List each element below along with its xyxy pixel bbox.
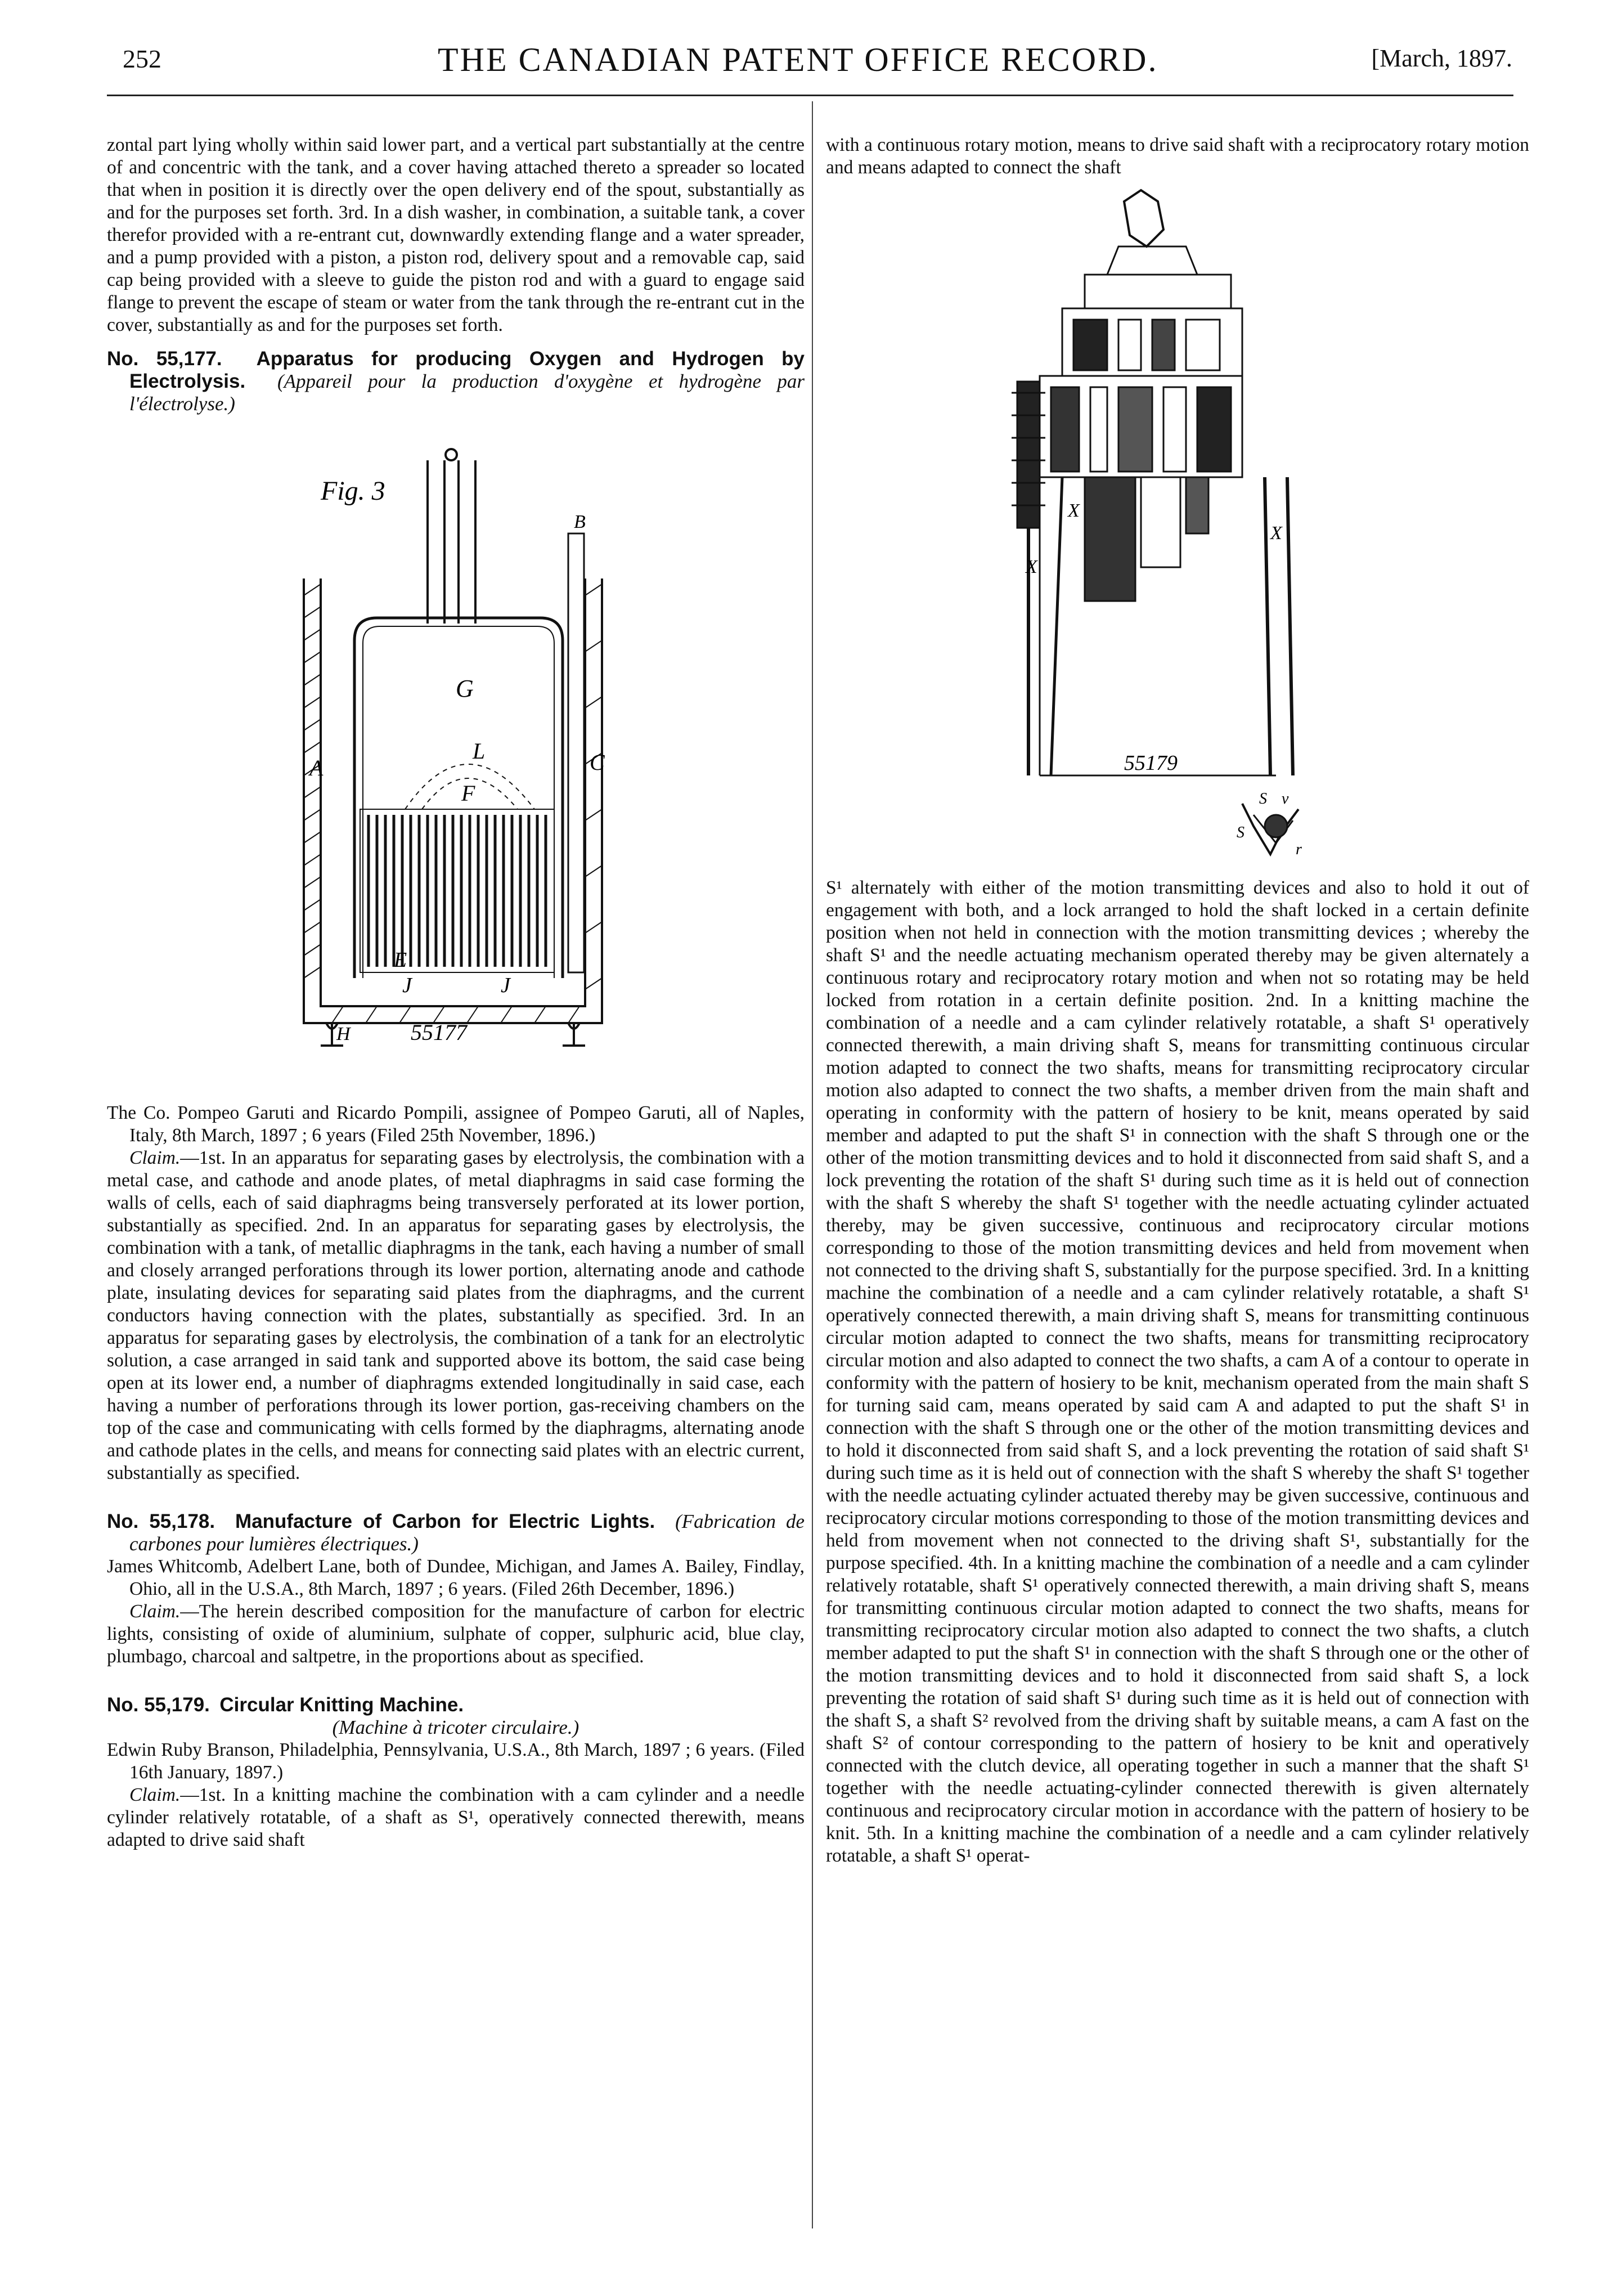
patent-title: Apparatus for producing Oxygen and Hydrogen by Electrolysis.: [129, 348, 805, 392]
letter-v: v: [1282, 790, 1289, 808]
figure-number: 55179: [1124, 751, 1178, 775]
letter-c: C: [590, 750, 605, 775]
patent-french-title: (Fabrication de carbones pour lumières électriques.): [129, 1510, 805, 1555]
letter-x-1: X: [1026, 557, 1037, 577]
patent-title: Manufacture of Carbon for Electric Lights.: [235, 1510, 655, 1532]
patent-heading-55178: [107, 1510, 805, 1555]
letter-s-1: S: [1259, 790, 1267, 808]
claim-text: —1st. In a knitting machine the combination with a cam cylinder and a needle cylinder relatively rotatable, of a shaft as S¹, operatively connected therewith, means adapted to drive said shaft: [107, 1784, 805, 1850]
letter-s-2: S: [1237, 824, 1244, 841]
right-body-text: S¹ alternately with either of the motion transmitting devices and also to hold it out of engagement with both, and a lock arranged to hold the shaft locked in a certain definite position when not held in connection with the motion transmitting devices ; whereby the shaft S¹ and the needle actuating mechanism operated thereby may be given alternately a continuous rotary and reciprocatory rotary motion and when not so rotating may be held locked from rotation in a certain definite position. 2nd. In a knitting machine the combination of a needle and a cam cylinder relatively rotatable, a shaft S¹ operatively connected therewith, a main driving shaft S, means for transmitting continuous circular motion adapted to connect the two shafts, means for transmitting reciprocatory circular motion also adapted to connect the two shafts, a member driven from the main shaft and operating in conformity with the pattern of hosiery to be knit, means operated by said member and adapted to put the shaft S¹ in connection with the shaft S through one or the other of the motion transmitting devices and to hold it disconnected from said shaft S, and a lock preventing the rotation of the shaft S¹ during such time as it is held out of connection with the shaft S whereby the shaft S¹ together with the needle actuating cylinder actuated thereby, may be given successive, continuous and reciprocatory circular motions corresponding to those of the motion transmitting devices and held from movement when not connected to the driving shaft S, substantially for the purpose specified. 3rd. In a knitting machine the combination of a needle and a cam cylinder relatively rotatable, a shaft S¹ operatively connected therewith, a main driving shaft S, means for transmitting continuous circular motion adapted to connect the two shafts, means for transmitting reciprocatory circular motion and also adapted to connect the two shafts, a cam A of a contour to operate in conformity with the pattern of hosiery to be knit, mechanism operated from the main shaft S for turning said cam, means operated by said cam A and adapted to put the shaft S¹ in connection with the shaft S through one or the other of the motion transmitting devices and to hold it disconnected from said shaft S, and a lock preventing the rotation of said shaft S¹ during such time as it is held out of connection with the shaft S whereby the shaft S¹ together with the needle actuating cylinder actuated thereby may be given successive, continuous and reciprocatory circular motions corresponding to those of the motion transmitting devices and held from movement when not connected to the driving shaft S¹, substantially for the purpose specified. 4th. In a knitting machine the combination of a needle and a cam cylinder relatively rotatable, shaft S¹ operatively connected therewith, a main driving shaft S, means for transmitting continuous circular motion adapted to connect the two shafts, means for transmitting reciprocatory circular motion also adapted to connect the two shafts, a clutch member adapted to put the shaft S¹ in connection with the shaft S through one or the other of the motion transmitting devices and to hold it disconnected from said shaft S, a lock preventing the rotation of said shaft S¹ during such time as it is held out of connection with the shaft S, a shaft S² revolved from the driving shaft by suitable means, a cam A fast on the shaft S² of contour corresponding to the pattern of hosiery to be knit and operatively connected with the clutch device, all operating together in such a manner that the shaft S¹ together with the needle actuating-cylinder connected therewith is given alternately continuous and reciprocatory circular motion in accordance with the pattern of hosiery to be knit. 5th. In a knitting machine the combination of a needle and a cam cylinder relatively rotatable, a shaft S¹ operat-: [826, 877, 1529, 1866]
right-top-text: with a continuous rotary motion, means to drive said shaft with a reciprocatory rotary motion and means adapted to connect the shaft: [826, 134, 1529, 178]
claim-label: Claim.: [129, 1601, 181, 1622]
patent-title: Circular Knitting Machine.: [219, 1694, 464, 1716]
figure-knitting-machine: [826, 179, 1529, 877]
figure-label: Fig. 3: [321, 476, 385, 506]
claim-label: Claim.: [129, 1784, 181, 1805]
letter-x-2: X: [1068, 500, 1080, 521]
patent-55177-claim: [107, 1147, 805, 1485]
letter-x-3: X: [1270, 523, 1282, 544]
letter-h: H: [336, 1024, 351, 1044]
publication-title: THE CANADIAN PATENT OFFICE RECORD.: [438, 41, 1158, 78]
page-header: [123, 41, 1512, 83]
header-rule: [107, 95, 1513, 96]
letter-g: G: [456, 675, 474, 702]
column-divider: [812, 101, 813, 2228]
letter-j-2: J: [501, 974, 510, 997]
claim-label: Claim.: [129, 1147, 181, 1168]
patent-55177-assignee: The Co. Pompeo Garuti and Ricardo Pompili, assignee of Pompeo Garuti, all of Naples, Italy, 8th March, 1897 ; 6 years (Filed 25th November, 1896.): [107, 1102, 805, 1146]
patent-french-title-text: (Machine à tricoter circulaire.): [332, 1716, 579, 1738]
patent-55179-french-title: [107, 1716, 805, 1739]
figure-electrolysis-apparatus: [107, 427, 805, 1102]
letter-a: A: [309, 755, 324, 781]
page-number: 252: [123, 44, 161, 73]
letter-l: L: [473, 738, 486, 764]
issue-date: [March, 1897.: [1371, 44, 1512, 72]
patent-55178-inventors: James Whitcomb, Adelbert Lane, both of Dundee, Michigan, and James A. Bailey, Findlay, Ohio, all in the U.S.A., 8th March, 1897 ; 6 years. (Filed 26th December, 1896.): [107, 1556, 805, 1599]
figure-number: 55177: [411, 1020, 467, 1045]
patent-55178-claim: [107, 1600, 805, 1668]
letter-f: F: [461, 781, 475, 806]
patent-55179-claim: [107, 1784, 805, 1851]
letter-j-1: J: [402, 974, 412, 997]
letter-b: B: [574, 512, 586, 532]
claim-text: —1st. In an apparatus for separating gases by electrolysis, the combination with a metal case, and cathode and anode plates, of metal diaphragms in said case forming the walls of cells, each of said diaphragms being transversely perforated at its lower portion, substantially as specified. 2nd. In an apparatus for separating gases by electrolysis, the combination with a tank, of metallic diaphragms in the tank, each having a number of small and closely arranged perforations through its lower portion, alternating anode and cathode plate, insulating devices for separating said plates from the diaphragms, and the current conductors having connection with the plates, substantially as specified. 3rd. In an apparatus for separating gases by electrolysis, the combination of a tank for an electrolytic solution, a case arranged in said tank and supported above its bottom, the said case being open at its lower end, a number of diaphragms extended longitudinally in said case, each having a number of perforations through its lower portion, gas-receiving chambers on the top of the case and communicating with cells formed by the diaphragms, alternating anode and cathode plates in the cells, and means for connecting said plates with an electric current, substantially as specified.: [107, 1147, 805, 1483]
claim-text: —The herein described composition for the manufacture of carbon for electric lights, consisting of oxide of aluminium, sulphate of copper, sulphuric acid, blue clay, plumbago, charcoal and saltpetre, in the proportions about as specified.: [107, 1601, 805, 1667]
continuation-text: zontal part lying wholly within said lower part, and a vertical part substantially at the centre of and concentric with the tank, and a cover having attached thereto a spreader so located that when in position it is directly over the open delivery end of the spout, substantially as and for the purposes set forth. 3rd. In a dish washer, in combination, a suitable tank, a cover therefor provided with a re-entrant cut, downwardly extending flange and a water spreader, and a pump provided with a piston, a piston rod, delivery spout and a removable cap, said cap being provided with a sleeve to guide the piston rod and with a guard to engage said flange to prevent the escape of steam or water from the tank through the re-entrant cut in the cover, substantially as and for the purposes set forth.: [107, 134, 805, 335]
letter-e: E: [394, 948, 407, 972]
patent-heading-55179: [107, 1694, 805, 1716]
patent-number: No. 55,178.: [107, 1510, 215, 1532]
letter-r: r: [1296, 841, 1302, 858]
patent-heading-55177: [107, 348, 805, 415]
patent-number: No. 55,177.: [107, 348, 222, 370]
patent-french-title: (Appareil pour la production d'oxygène et hydrogène par l'électrolyse.): [129, 370, 805, 415]
left-column: [107, 134, 805, 1851]
right-column: [826, 134, 1529, 1867]
patent-55179-inventor: Edwin Ruby Branson, Philadelphia, Pennsylvania, U.S.A., 8th March, 1897 ; 6 years. (Filed 16th January, 1897.): [107, 1739, 805, 1783]
patent-number: No. 55,179.: [107, 1694, 210, 1716]
